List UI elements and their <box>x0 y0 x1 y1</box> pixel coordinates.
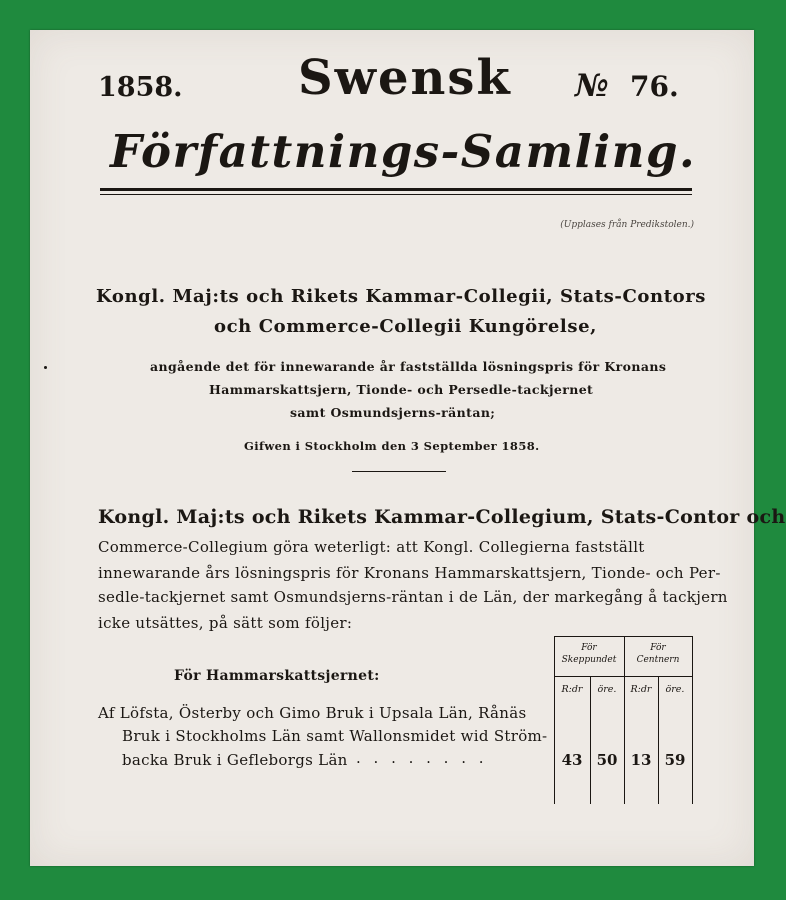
announcement-subject-line2: Hammarskattsjern, Tionde- och Persedle-tackjernet <box>209 382 594 397</box>
masthead-title-line2: Författnings-Samling. <box>110 125 697 178</box>
table-subdivider-2 <box>658 676 659 804</box>
col1-header-a: För <box>581 643 597 653</box>
announcement-subject-line3: samt Osmundsjerns-räntan; <box>290 405 496 420</box>
value-skeppund-rdr: 43 <box>561 751 583 769</box>
value-skeppund-ore: 50 <box>596 751 618 769</box>
row-text-line1: Af Löfsta, Österby och Gimo Bruk i Upsala Län, Rånäs <box>98 704 527 722</box>
number-symbol: № <box>575 68 609 104</box>
row-text-line3: backa Bruk i Gefleborgs Län <box>122 751 348 769</box>
unit-rdr-1: R:dr <box>561 684 583 695</box>
masthead-rule-thick <box>100 188 692 191</box>
body-line5: icke utsättes, på sätt som följer: <box>98 614 353 632</box>
ink-speck <box>44 366 47 369</box>
value-centner-rdr: 13 <box>630 751 652 769</box>
announcement-subject-line1: angående det för innewarande år fastställda lösningspris för Kronans <box>150 359 667 374</box>
masthead-title-line1: Swensk <box>298 50 512 106</box>
document-page <box>30 30 786 866</box>
masthead-rule-thin <box>100 194 692 195</box>
announcement-heading-line1: Kongl. Maj:ts och Rikets Kammar-Collegii, Stats-Contors <box>96 286 707 307</box>
unit-ore-1: öre. <box>597 684 617 695</box>
issue-number: 76. <box>630 70 679 103</box>
row-text-line2: Bruk i Stockholms Län samt Wallonsmidet wid Ström- <box>122 727 548 745</box>
price-table <box>554 636 694 804</box>
table-border-top <box>554 636 693 637</box>
table-subdivider-1 <box>590 676 591 804</box>
unit-rdr-2: R:dr <box>630 684 652 695</box>
col1-header-b: Skeppundet <box>561 655 617 665</box>
table-header-rule <box>554 676 693 677</box>
body-line2: Commerce-Collegium göra weterligt: att Kongl. Collegierna fastställt <box>98 538 645 556</box>
body-line3: innewarande års lösningspris för Kronans Hammarskattsjern, Tionde- och Per- <box>98 564 721 582</box>
leader-dots: . . . . . . . . <box>356 749 488 767</box>
value-centner-ore: 59 <box>664 751 686 769</box>
table-border-right <box>692 636 693 804</box>
read-from-pulpit-note: (Upplases från Predikstolen.) <box>560 220 694 230</box>
announcement-heading-line2: och Commerce-Collegii Kungörelse, <box>214 316 597 337</box>
body-line1: Kongl. Maj:ts och Rikets Kammar-Collegium, Stats-Contor och <box>98 506 786 528</box>
col2-header-b: Centnern <box>636 655 680 665</box>
body-line4: sedle-tackjernet samt Osmundsjerns-räntan i de Län, der markegång å tackjern <box>98 588 728 606</box>
separator-rule <box>352 471 446 472</box>
section-title: För Hammarskattsjernet: <box>174 668 380 684</box>
publication-year: 1858. <box>98 72 183 103</box>
given-date-line: Gifwen i Stockholm den 3 September 1858. <box>244 439 540 453</box>
col2-header-a: För <box>650 643 666 653</box>
unit-ore-2: öre. <box>665 684 685 695</box>
